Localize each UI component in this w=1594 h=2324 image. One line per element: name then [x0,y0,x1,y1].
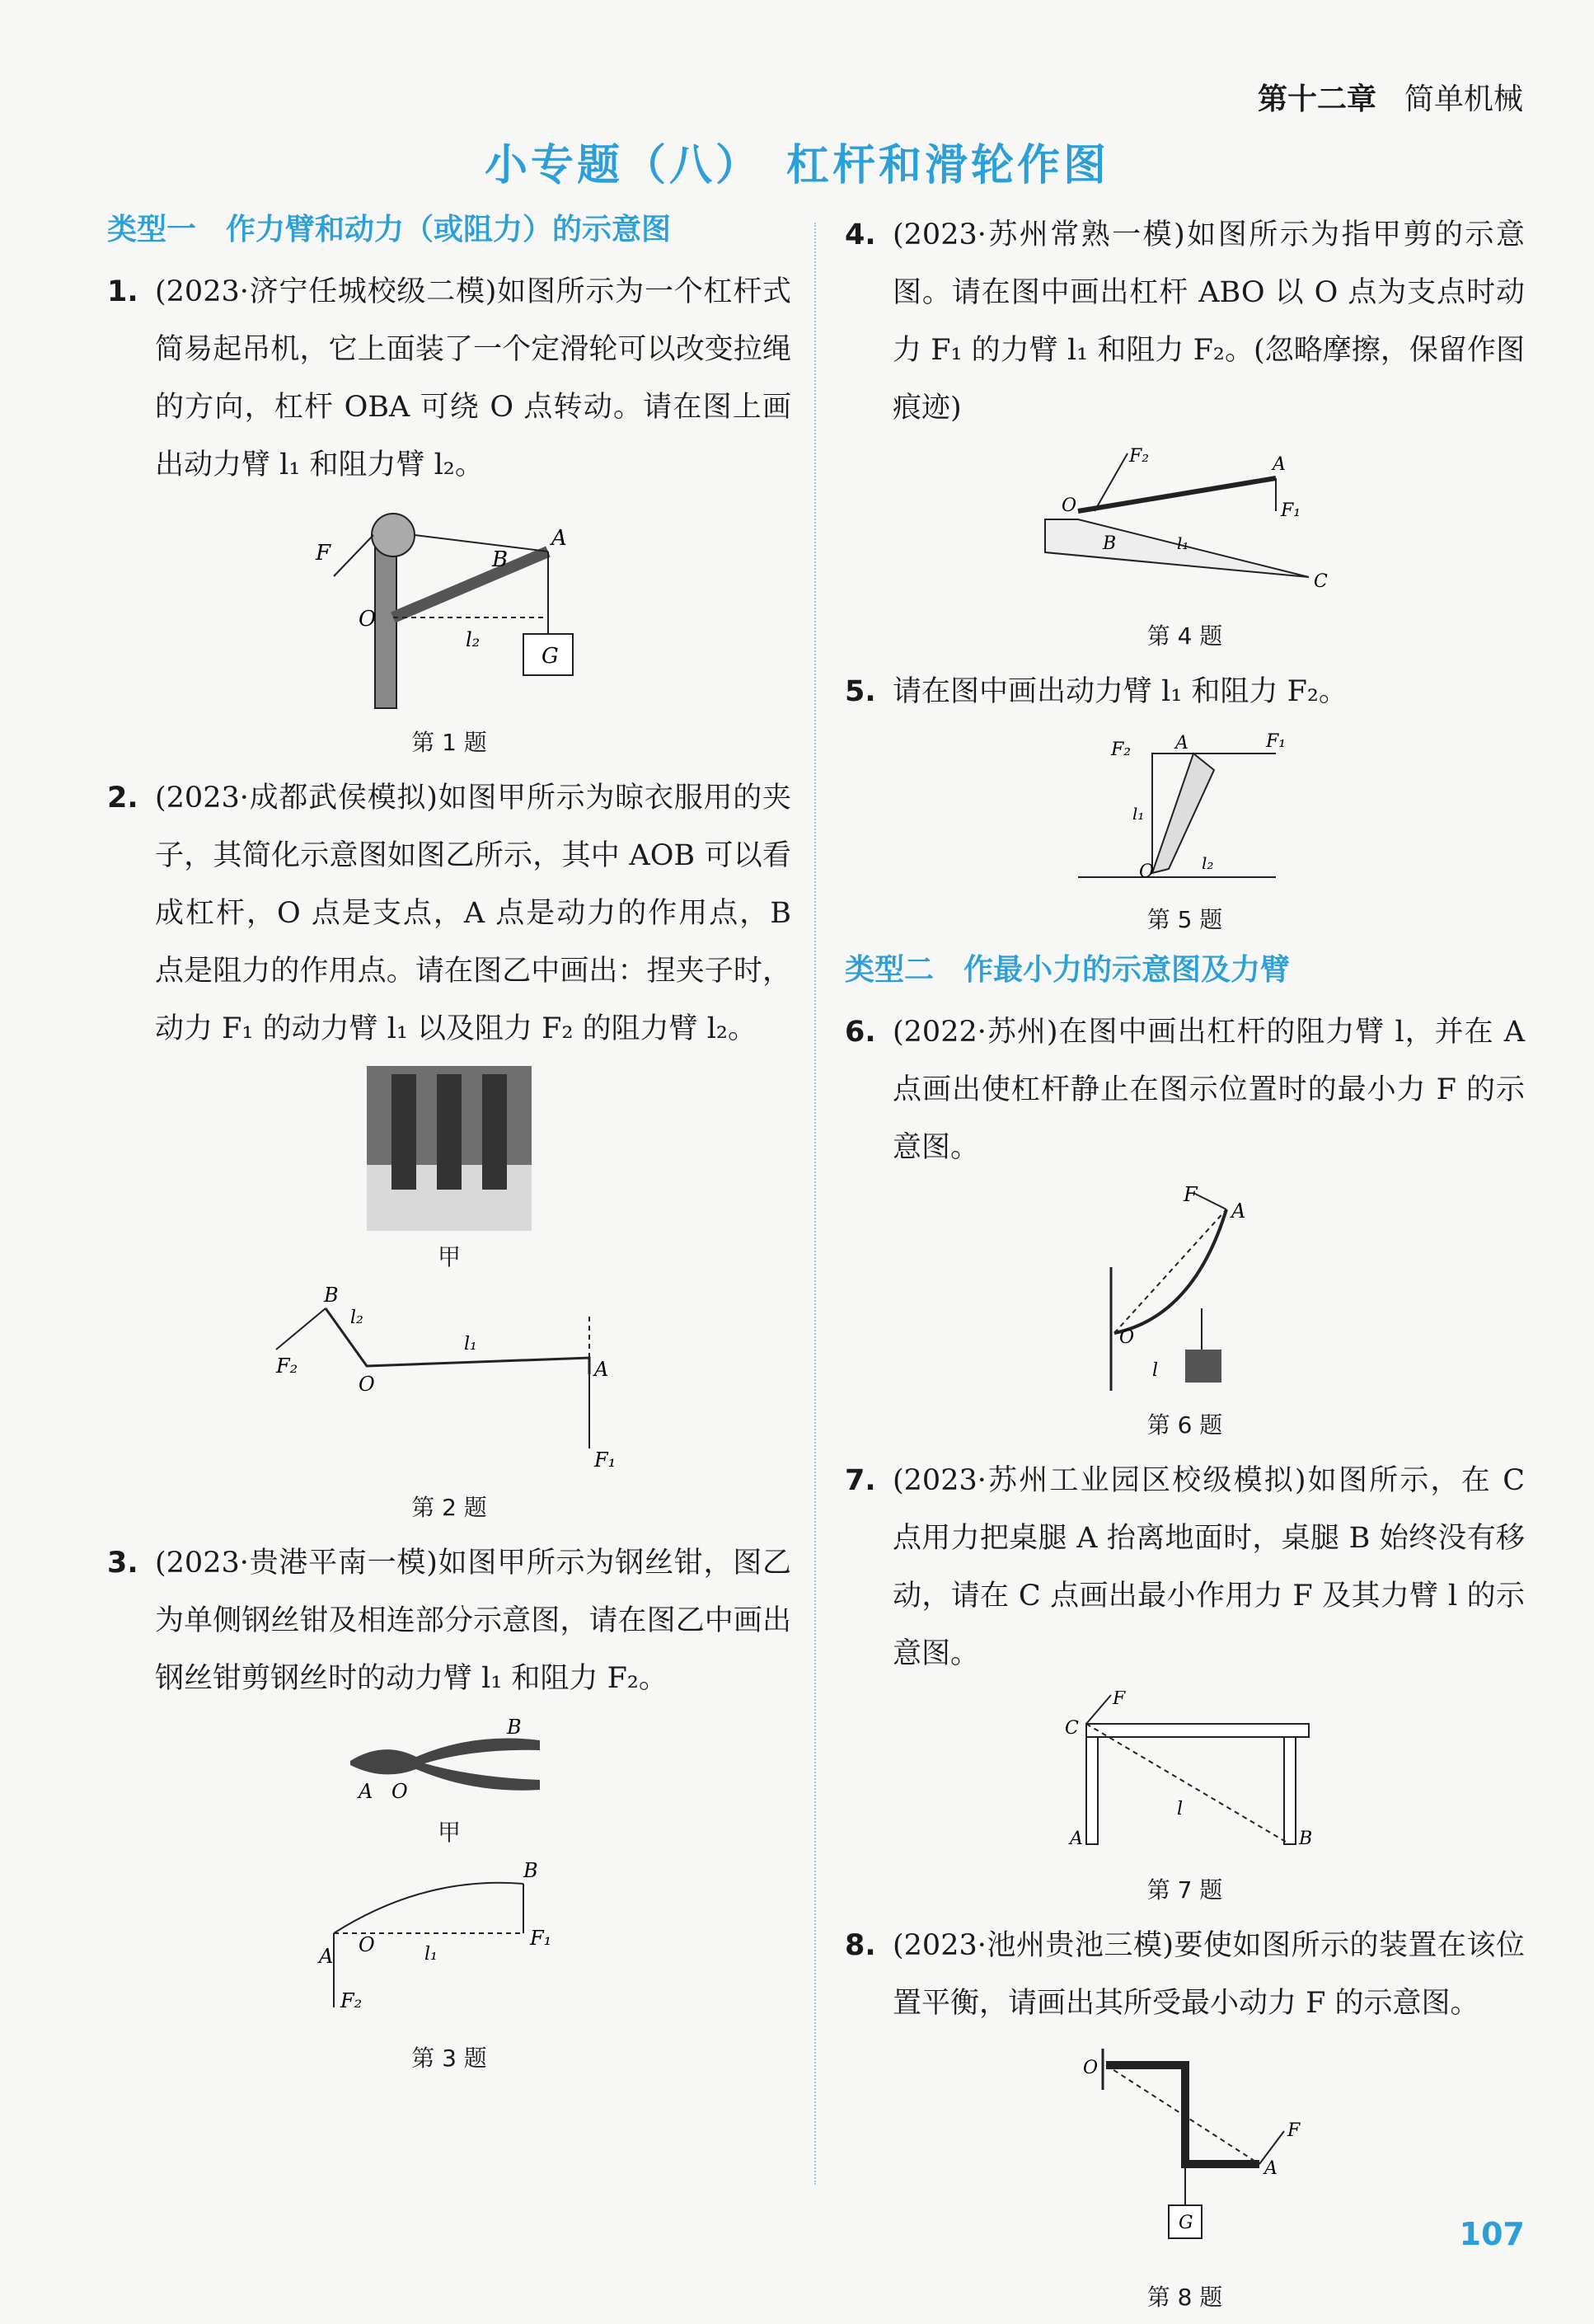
figure-caption: 第 2 题 [411,1494,487,1521]
figure-6-curved-lever [1078,1185,1292,1399]
label-O: O [1061,495,1076,516]
photo-caption: 甲 [437,1243,461,1270]
label-F2: F₂ [340,1989,363,2012]
label-A: A [1174,733,1188,754]
label-A: A [359,1780,373,1803]
question-number: 8. [845,1929,876,1962]
label-F: F [1183,1185,1198,1206]
clip-3 [482,1074,507,1190]
label-G: G [1178,2213,1193,2233]
table-leg-A [1086,1737,1098,1844]
label-F1: F₁ [1265,731,1286,752]
dashed-line [1114,1209,1226,1333]
label-B: B [507,1716,522,1739]
label-l1: l₁ [464,1334,477,1354]
left-column [107,206,791,2085]
label-B: B [324,1284,339,1307]
label-l: l [1176,1799,1183,1819]
label-F1: F₁ [594,1448,617,1472]
question-number: 4. [845,218,876,251]
figure-1-crane [276,502,622,716]
label-A: A [319,1945,334,1968]
question-text: (2023·苏州工业园区校级模拟)如图所示，在 C 点用力把桌腿 A 抬离地面时，桌腿 B 始终没有移动，请在 C 点画出最小作用力 F 及其力臂 l 的示意图。 [893,1464,1525,1670]
hanging-weight [1185,1350,1221,1383]
question-number: 3. [107,1547,138,1580]
label-A: A [551,526,567,551]
question-number: 5. [845,675,876,708]
chapter-topic: 简单机械 [1404,82,1523,116]
figure-8-bent-lever [1053,2040,1317,2271]
clip-1 [391,1074,416,1190]
label-l2: l₂ [1201,853,1213,873]
dashed-arm [1086,1724,1290,1844]
question-7 [845,1452,1525,1683]
figure-7-table [1053,1691,1317,1864]
question-5 [845,663,1525,721]
label-C: C [1313,571,1328,592]
figure-4-nail-clipper [1029,445,1342,610]
section-heading-2: 类型二 作最小力的示意图及力臂 [845,953,1291,987]
label-O: O [359,607,377,631]
question-3 [107,1534,791,1707]
clipper-top-lever [1078,478,1276,511]
label-O: O [1138,862,1154,882]
label-l2: l₂ [466,628,481,651]
label-B: B [1102,533,1116,554]
label-l1: l₁ [424,1944,438,1965]
question-number: 2. [107,782,138,815]
figure-caption: 第 6 题 [1146,1411,1223,1439]
label-F2: F₂ [276,1354,298,1378]
page-number: 107 [1459,2216,1525,2252]
question-2 [107,769,791,1058]
question-text: (2022·苏州)在图中画出杠杆的阻力臂 l，并在 A 点画出使杠杆静止在图示位置时的最小力 F 的示意图。 [893,1016,1525,1164]
label-A: A [1069,1829,1083,1849]
question-text: (2023·苏州常熟一模)如图所示为指甲剪的示意图。请在图中画出杠杆 ABO 以 O 点为支点时动力 F₁ 的力臂 l₁ 和阻力 F₂。(忽略摩擦，保留作图痕迹) [893,218,1525,425]
figure-caption: 第 7 题 [1146,1876,1223,1904]
table-leg-B [1284,1737,1296,1844]
question-6 [845,1003,1525,1176]
figure-caption: 第 4 题 [1146,622,1223,650]
label-B: B [523,1859,538,1882]
question-text: 请在图中画出动力臂 l₁ 和阻力 F₂。 [893,675,1348,708]
question-text: (2023·成都武侯模拟)如图甲所示为晾衣服用的夹子，其简化示意图如图乙所示，其中 AOB 可以看成杠杆，O 点是支点，A 点是动力的作用点，B 点是阻力的作用点。请在图乙中画出：捏夹子时，动力 F₁ 的动力臂 l₁ 以及阻力 F₂ 的阻力臂 l₂。 [155,782,791,1045]
label-F2: F₂ [1110,739,1131,760]
figure-caption: 第 5 题 [1146,906,1223,933]
photo-caption: 甲 [437,1819,461,1846]
label-l2: l₂ [350,1308,363,1328]
figure-caption: 第 1 题 [411,729,487,756]
chapter-label: 第十二章 [1257,82,1376,116]
label-A: A [1272,454,1286,475]
clip-2 [437,1074,462,1190]
label-O: O [359,1373,375,1396]
lever-arm [393,552,548,617]
label-l1: l₁ [1176,533,1188,553]
label-F: F [1287,2120,1300,2141]
force-arrow-F [1193,1193,1226,1209]
figure-5-lever [1062,729,1309,894]
question-number: 7. [845,1464,876,1497]
question-number: 6. [845,1016,876,1049]
force-arrow-F2 [276,1308,326,1350]
label-A: A [1263,2158,1278,2179]
pliers-shape [350,1739,540,1791]
question-8 [845,1917,1525,2032]
column-divider [814,223,816,2185]
label-F: F [316,541,331,566]
label-O: O [1118,1327,1134,1348]
label-l1: l₁ [1132,804,1144,824]
force-arrow-F [334,535,373,576]
question-1 [107,263,791,494]
label-O: O [391,1780,408,1803]
label-A: A [594,1358,609,1381]
figure-caption: 第 8 题 [1146,2284,1223,2311]
question-number: 1. [107,275,138,308]
label-G: G [541,644,559,669]
pulley-wheel [372,514,415,556]
label-F1: F₁ [1280,500,1301,521]
figure-3-diagram [301,1859,598,2032]
label-A: A [1231,1200,1245,1223]
label-O: O [1082,2058,1098,2078]
label-F1: F₁ [530,1927,552,1950]
right-column [845,206,1525,2324]
clip-lever [326,1308,589,1374]
table-top [1086,1724,1309,1737]
page-title: 小专题（八） 杠杆和滑轮作图 [484,141,1109,190]
rope [415,535,548,552]
figure-3-pliers-photo [342,1716,556,1806]
figure-2-photo [367,1066,532,1231]
label-F2: F₂ [1128,446,1149,467]
label-C: C [1064,1718,1079,1739]
question-text: (2023·池州贵池三模)要使如图所示的装置在该位置平衡，请画出其所受最小动力 F 的示意图。 [893,1929,1525,2020]
question-text: (2023·济宁任城校级二模)如图所示为一个杠杆式简易起吊机，它上面装了一个定滑轮可以改变拉绳的方向，杠杆 OBA 可绕 O 点转动。请在图上画出动力臂 l₁ 和阻力臂 l₂。 [155,275,791,481]
figure-2-diagram [260,1284,639,1481]
label-B: B [492,547,509,572]
pliers-handle-curve [334,1883,523,1933]
page-header [1258,76,1523,118]
question-4 [845,206,1525,437]
label-B: B [1298,1829,1312,1849]
label-l: l [1151,1360,1158,1381]
label-F: F [1112,1691,1125,1709]
question-text: (2023·贵港平南一模)如图甲所示为钢丝钳，图乙为单侧钢丝钳及相连部分示意图，请在图乙中画出钢丝钳剪钢丝时的动力臂 l₁ 和阻力 F₂。 [155,1547,791,1695]
figure-caption: 第 3 题 [411,2045,487,2072]
section-heading-1: 类型一 作力臂和动力（或阻力）的示意图 [107,213,672,246]
label-O: O [359,1933,375,1956]
crane-post [375,543,396,708]
force-arrow-F [1086,1695,1111,1724]
